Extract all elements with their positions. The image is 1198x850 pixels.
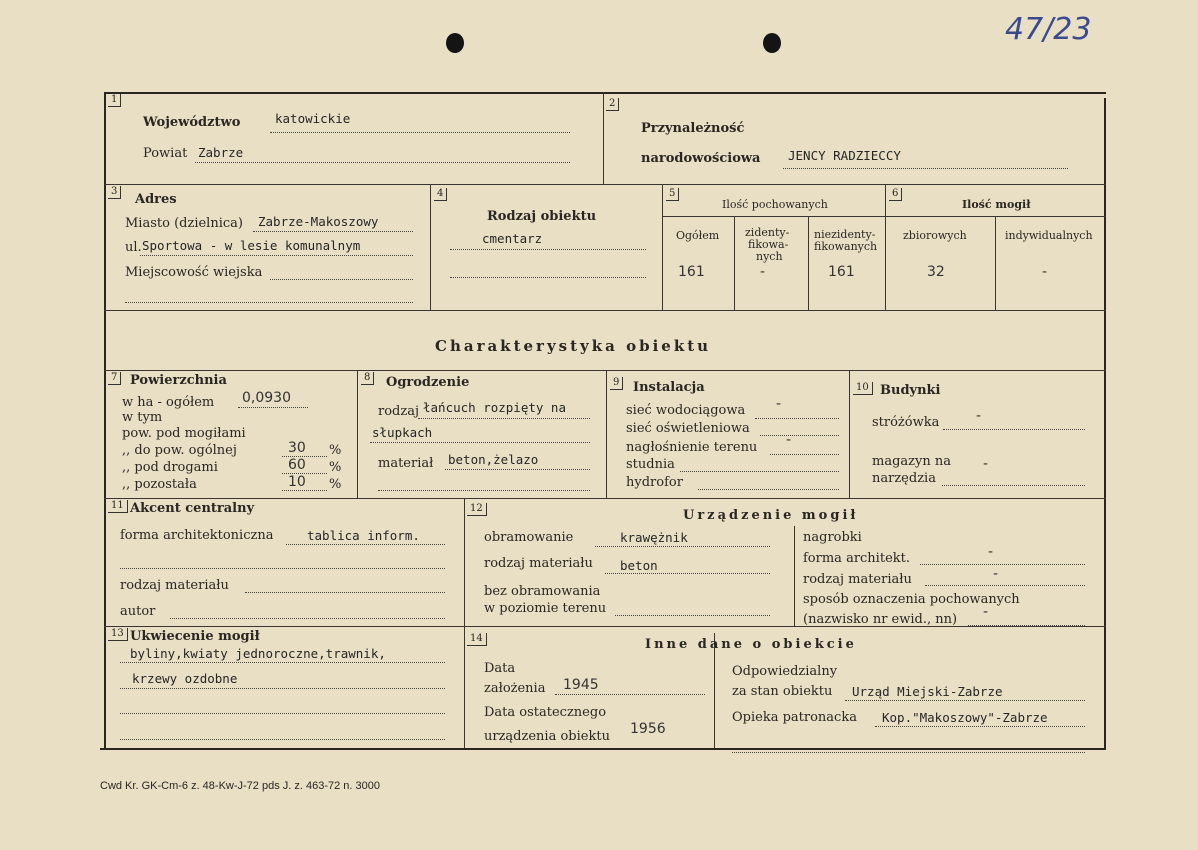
hydrofor-label: hydrofor [626, 475, 683, 490]
urzadzenie-rodzaj-materialu-value: - [993, 566, 999, 582]
powierzchnia-ogolem-value: 0,0930 [242, 390, 291, 406]
do-pow-ogolnej-value: 30 [288, 440, 306, 456]
do-pow-ogolnej-label: ,, do pow. ogólnej [122, 443, 237, 458]
w-poziomie-terenu-label: w poziomie terenu [484, 601, 607, 616]
wojewodztwo-label: Województwo [143, 115, 241, 130]
oswietleniowa-label: sieć oświetleniowa [626, 421, 750, 436]
odpowiedzialny-label: Odpowiedzialny [732, 664, 838, 679]
data-ostatecznego-label: Data ostatecznego [484, 705, 607, 720]
urzadzenia-obiektu-value: 1956 [630, 721, 666, 737]
section-number-2: 2 [606, 98, 619, 111]
rodzaj-obiektu-value: cmentarz [482, 231, 543, 246]
data-label: Data [484, 661, 516, 676]
forma-architekt-value: - [988, 544, 994, 560]
obramowanie-label: obramowanie [484, 530, 574, 545]
strozowka-label: stróżówka [872, 415, 940, 430]
rodzaj-obiektu-title: Rodzaj obiektu [487, 209, 597, 224]
handwritten-archive-number: 47/23 [1005, 12, 1092, 47]
opieka-patronacka-label: Opieka patronacka [732, 710, 857, 725]
magazyn-value: - [983, 456, 989, 472]
punch-hole-right [763, 33, 781, 53]
za-stan-obiektu-value: Urząd Miejski-Zabrze [852, 684, 1003, 699]
urzadzenia-obiektu-label: urządzenia obiektu [484, 729, 610, 744]
nagrobki-label: nagrobki [803, 530, 862, 545]
budynki-title: Budynki [880, 383, 941, 398]
ogrodzenie-rodzaj-value-2: słupkach [372, 425, 433, 440]
section-number-13: 13 [108, 628, 128, 641]
miejscowosc-label: Miejscowość wiejska [125, 265, 263, 280]
punch-hole-left [446, 33, 464, 53]
charakterystyka-heading: Charakterystyka obiektu [435, 337, 712, 355]
section-number-3: 3 [108, 186, 121, 199]
section-number-6: 6 [889, 188, 902, 201]
bez-obramowania-label: bez obramowania [484, 584, 601, 599]
section-number-5: 5 [666, 188, 679, 201]
powiat-value: Zabrze [198, 145, 244, 160]
przynaleznosc-label: Przynależność [641, 121, 745, 136]
instalacja-title: Instalacja [633, 380, 705, 395]
zbiorowych-value: 32 [927, 264, 945, 280]
ogrodzenie-rodzaj-label: rodzaj [378, 404, 419, 419]
powierzchnia-ogolem-label: w ha - ogółem [122, 395, 215, 410]
pod-mogilami-label: pow. pod mogiłami [122, 426, 246, 441]
zalozenia-value: 1945 [563, 677, 599, 693]
naglosnienie-label: nagłośnienie terenu [626, 440, 758, 455]
section-number-9: 9 [610, 377, 623, 390]
zidentyfikowanych-value: - [760, 264, 766, 280]
pozostala-label: ,, pozostała [122, 477, 197, 492]
pozostala-value: 10 [288, 474, 306, 490]
obramowanie-rodzaj-materialu-label: rodzaj materiału [484, 556, 593, 571]
niezidentyfikowanych-col-1: niezidenty- [814, 228, 876, 241]
pod-drogami-label: ,, pod drogami [122, 460, 218, 475]
urzadzenie-mogil-title: Urządzenie mogił [683, 508, 859, 523]
w-tym-label: w tym [122, 410, 163, 425]
wodociagowa-label: sieć wodociągowa [626, 403, 746, 418]
obramowanie-rodzaj-materialu-value: beton [620, 558, 658, 573]
adres-title: Adres [135, 192, 177, 207]
obramowanie-value: krawężnik [620, 530, 688, 545]
inne-dane-title: Inne dane o obiekcie [645, 637, 857, 652]
akcent-rodzaj-materialu-label: rodzaj materiału [120, 578, 229, 593]
ilosc-pochowanych-title: Ilość pochowanych [722, 198, 828, 211]
akcent-centralny-title: Akcent centralny [130, 501, 255, 516]
nazwisko-nr-ewid-value: - [983, 604, 989, 620]
indywidualnych-col: indywidualnych [1005, 229, 1093, 242]
urzadzenie-rodzaj-materialu-label: rodzaj materiału [803, 572, 912, 587]
ukwiecenie-title: Ukwiecenie mogił [130, 629, 260, 644]
indywidualnych-value: - [1042, 264, 1048, 280]
za-stan-obiektu-label: za stan obiektu [732, 684, 833, 699]
section-number-12: 12 [467, 503, 487, 516]
miasto-label: Miasto (dzielnica) [125, 216, 243, 231]
section-number-8: 8 [361, 372, 374, 385]
section-number-14: 14 [467, 633, 487, 646]
ukwiecenie-value-1: byliny,kwiaty jednoroczne,trawnik, [130, 646, 386, 661]
wojewodztwo-value: katowickie [275, 111, 351, 126]
miasto-value: Zabrze-Makoszowy [258, 214, 379, 229]
section-number-4: 4 [434, 188, 447, 201]
narodowosciowa-label: narodowościowa [641, 151, 761, 166]
ulica-value: Sportowa - w lesie komunalnym [142, 238, 361, 253]
forma-architektoniczna-value: tablica inform. [307, 528, 420, 543]
opieka-patronacka-value: Kop."Makoszowy"-Zabrze [882, 710, 1048, 725]
ogrodzenie-material-label: materiał [378, 456, 434, 471]
zalozenia-label: założenia [484, 681, 546, 696]
ogrodzenie-title: Ogrodzenie [386, 375, 470, 390]
ilosc-mogil-title: Ilość mogił [962, 198, 1031, 211]
zidentyfikowanych-col-3: nych [756, 250, 783, 263]
pct-1: % [329, 443, 342, 458]
nazwisko-nr-ewid-label: (nazwisko nr ewid., nn) [803, 612, 958, 627]
powiat-label: Powiat [143, 146, 188, 161]
niezidentyfikowanych-value: 161 [828, 264, 855, 280]
zidentyfikowanych-col-2: fikowa- [748, 238, 789, 251]
sposob-oznaczenia-label: sposób oznaczenia pochowanych [803, 592, 1020, 607]
section-number-10: 10 [853, 382, 873, 395]
ukwiecenie-value-2: krzewy ozdobne [132, 671, 238, 686]
narodowosc-value: JENCY RADZIECCY [788, 148, 901, 163]
powierzchnia-title: Powierzchnia [130, 373, 227, 388]
zidentyfikowanych-col-1: zidenty- [745, 226, 790, 239]
studnia-label: studnia [626, 457, 675, 472]
record-form [100, 88, 1106, 764]
ogolem-col: Ogółem [676, 229, 720, 242]
ulica-label: ul. [125, 240, 142, 255]
ogolem-value: 161 [678, 264, 705, 280]
zbiorowych-col: zbiorowych [903, 229, 967, 242]
naglosnienie-value: - [786, 432, 792, 448]
forma-architekt-label: forma architekt. [803, 551, 910, 566]
form-print-code: Cwd Kr. GK-Cm-6 z. 48-Kw-J-72 pds J. z. 463-72 n. 3000 [100, 780, 381, 792]
pct-3: % [329, 477, 342, 492]
ogrodzenie-rodzaj-value-1: łańcuch rozpięty na [423, 400, 566, 415]
forma-architektoniczna-label: forma architektoniczna [120, 528, 274, 543]
pct-2: % [329, 460, 342, 475]
niezidentyfikowanych-col-2: fikowanych [814, 240, 878, 253]
section-number-1: 1 [108, 94, 121, 107]
strozowka-value: - [976, 408, 982, 424]
pod-drogami-value: 60 [288, 457, 306, 473]
narzedzia-label: narzędzia [872, 471, 936, 486]
wodociagowa-value: - [776, 396, 782, 412]
section-number-7: 7 [108, 372, 121, 385]
magazyn-label: magazyn na [872, 454, 951, 469]
section-number-11: 11 [108, 500, 128, 513]
autor-label: autor [120, 604, 156, 619]
ogrodzenie-material-value: beton,żelazo [448, 452, 539, 467]
